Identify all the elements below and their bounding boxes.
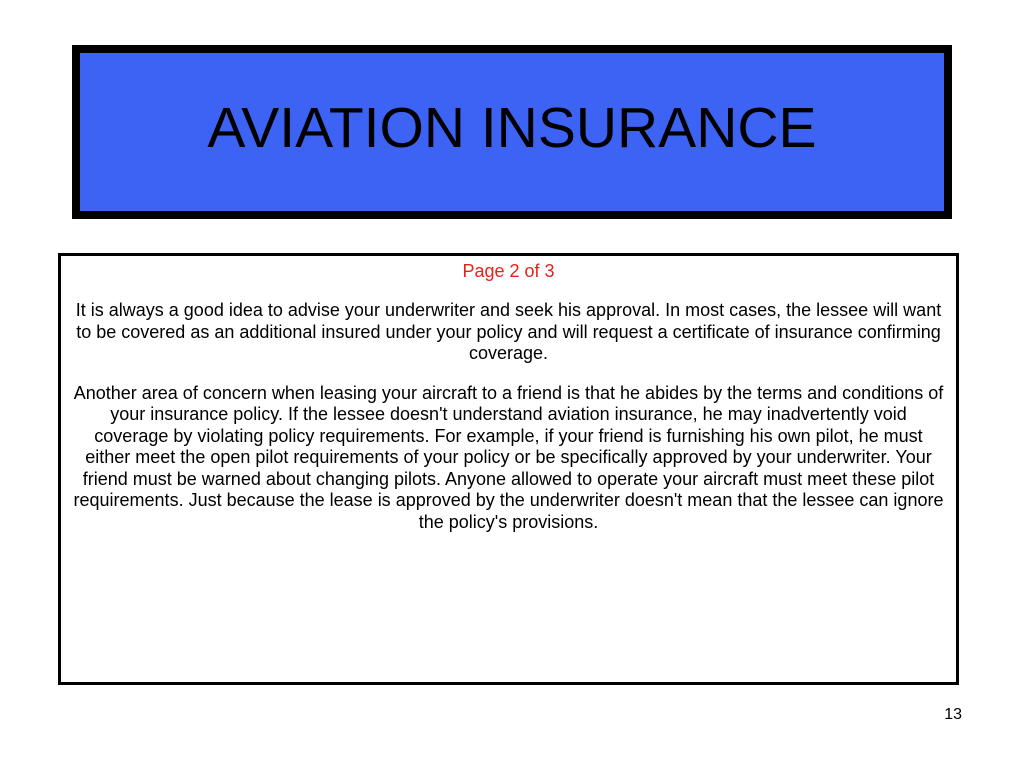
- paragraph-approval: It is always a good idea to advise your underwriter and seek his approval. In most cases, the lessee will want to be covered as an additional insured under your policy and will request a certificate of insurance confirming coverage.: [75, 300, 942, 363]
- content-box: [58, 253, 959, 685]
- page-indicator: Page 2 of 3: [462, 261, 555, 281]
- title-box: [72, 45, 952, 219]
- slide-title: AVIATION INSURANCE: [207, 96, 817, 160]
- slide-number: 13: [944, 706, 962, 723]
- paragraph-concern: Another area of concern when leasing your aircraft to a friend is that he abides by the terms and conditions of your insurance policy. If the lessee doesn't understand aviation insurance, he may inadvertently void coverage by violating policy requirements. For example, if your friend is furnishing his own pilot, he must either meet the open pilot requirements of your policy or be specifically approved by your underwriter. Your friend must be warned about changing pilots. Anyone allowed to operate your aircraft must meet these pilot requirements. Just because the lease is approved by the underwriter doesn't mean that the lessee can ignore the policy's provisions.: [73, 382, 944, 532]
